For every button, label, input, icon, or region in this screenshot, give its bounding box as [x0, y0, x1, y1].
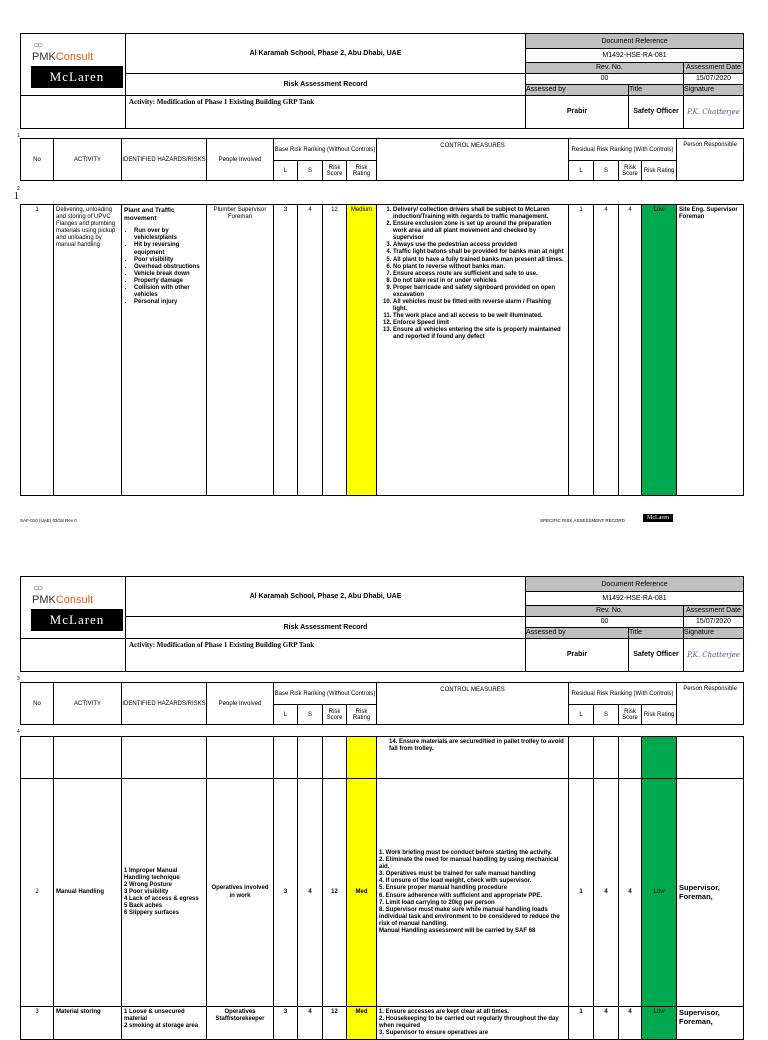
risk-row-3	[21, 1007, 744, 1040]
col-base-risk: Base Risk Ranking (Without Controls)	[274, 139, 377, 161]
col-score: Risk Score	[323, 161, 347, 181]
hazard-item: • Hit by reversing equipment	[134, 242, 204, 256]
pmk-logo: PMKConsult	[32, 594, 94, 606]
hazard-item: 1 Loose & unsecured material	[124, 1009, 185, 1023]
page-marker: 2	[17, 186, 20, 192]
row-score: 12	[323, 205, 347, 496]
logo-block	[21, 34, 126, 96]
rev-label: Rev. No.	[526, 605, 684, 616]
row-rs: 4	[594, 779, 619, 1007]
row-responsible: Supervisor, Foreman,	[677, 779, 744, 1007]
officer-title: Safety Officer	[629, 638, 684, 671]
col-activity: ACTIVITY	[54, 683, 122, 725]
row-rscore: 4	[619, 1007, 642, 1040]
row-no: 3	[21, 1007, 54, 1040]
col-no: No	[21, 683, 54, 725]
school-name: Al Karamah School, Phase 2, Abu Dhabi, UAE	[126, 34, 526, 74]
header-table-page2	[20, 576, 744, 672]
hazard-item: • Vehicle break down	[134, 271, 204, 278]
row-score: 12	[323, 1007, 347, 1040]
assessor-name: Prabir	[526, 638, 629, 671]
control-item: 1. Work briefing must be conduct before starting the activity.	[379, 850, 552, 857]
row-l: 3	[274, 779, 298, 1007]
col-base-risk: Base Risk Ranking (Without Controls)	[274, 683, 377, 705]
row-activity: Material storing	[54, 1007, 122, 1040]
logo-block	[21, 577, 126, 639]
col-hazards: IDENTIFIED HAZARDS/RISKS	[122, 139, 207, 181]
row-score: 12	[323, 779, 347, 1007]
row-rs: 4	[594, 205, 619, 496]
col-rscore: Risk Score	[619, 161, 642, 181]
hazard-item: 6 Slippery surfaces	[124, 910, 180, 917]
signature-label: Signature	[684, 627, 744, 638]
hazard-title: Plant and Traffic movement	[124, 207, 175, 222]
col-rl: L	[569, 705, 594, 725]
risk-row-2	[21, 779, 744, 1007]
row-activity: Manual Handling	[54, 779, 122, 1007]
row-rating: Med	[347, 779, 377, 1007]
row-responsible: Supervisor, Foreman,	[677, 1007, 744, 1040]
row-no: 1	[21, 205, 54, 496]
rev-label: Rev. No.	[526, 62, 684, 73]
pmk-rings-icon: ○○	[33, 40, 42, 51]
row-controls	[377, 205, 569, 496]
control-item: 3. Supervisor to ensure operatives are	[379, 1030, 489, 1037]
row-activity: Delivering, unloading and storing of UPVC Flanges and plumbing materials using pickup and unloading by manual handling	[54, 205, 122, 496]
hazard-item: 3 Poor visibility	[124, 888, 169, 895]
col-score: Risk Score	[323, 705, 347, 725]
control-item: 5. Ensure proper manual handling procedure	[379, 885, 508, 892]
row-rating: Med	[347, 1007, 377, 1040]
row-rscore: 4	[619, 205, 642, 496]
date-label: Assessment Date	[684, 605, 744, 616]
row-rrating: Low	[642, 205, 677, 496]
row-rrating: Low	[642, 1007, 677, 1040]
col-s: S	[298, 705, 323, 725]
activity-title: Activity: Modification of Phase 1 Existing Building GRP Tank	[126, 638, 526, 671]
col-control: CONTROL MEASURES	[377, 139, 569, 181]
col-no: No	[21, 139, 54, 181]
col-people: People Involved	[207, 139, 274, 181]
row-controls	[377, 779, 569, 1007]
row-s: 4	[298, 205, 323, 496]
control-item: 1. Delivery/ collection drivers shall be subject to McLaren induction/Training with regards to traffic management.	[393, 207, 566, 221]
risk-rows-page2	[20, 736, 744, 1040]
page-marker-big: 1	[14, 191, 19, 202]
control-item: Manual Handling assessment will be carried by SAF 68	[379, 927, 536, 934]
record-title: Risk Assessment Record	[126, 616, 526, 638]
officer-title: Safety Officer	[629, 95, 684, 128]
control-item: 3. Operatives must be trained for safe manual handling	[379, 871, 536, 878]
row-no: 2	[21, 779, 54, 1007]
hazard-item: 5 Back aches	[124, 903, 163, 910]
rev-value: 00	[526, 73, 684, 84]
title-label: Title	[629, 84, 684, 95]
pmk-logo: PMKConsult	[32, 51, 94, 63]
control-item: 8. Supervisor must make sure while manual handling loads individual task and environment to be considered to reduce the risk of manual handling.	[379, 906, 560, 927]
doc-ref-label: Document Reference	[526, 34, 744, 49]
col-rrating: Risk Rating	[642, 705, 677, 725]
control-item: 11. The work place and all access to be well illuminated.	[393, 313, 566, 320]
assessed-label: Assessed by	[526, 84, 629, 95]
record-title: Risk Assessment Record	[126, 73, 526, 95]
col-rs: S	[594, 705, 619, 725]
rev-value: 00	[526, 616, 684, 627]
col-responsible: Person Responsible	[677, 139, 744, 181]
row-responsible: Site Eng. Supervisor Foreman	[677, 205, 744, 496]
col-l: L	[274, 705, 298, 725]
date-value: 15/07/2020	[684, 616, 744, 627]
row-s: 4	[298, 1007, 323, 1040]
signature-image: P.K. Chatterjee	[684, 638, 744, 671]
row-rrating: Low	[642, 779, 677, 1007]
col-control: CONTROL MEASURES	[377, 683, 569, 725]
hazard-item: • Poor visibility	[134, 257, 204, 264]
page-marker: 3	[17, 676, 20, 682]
row-hazards	[122, 779, 207, 1007]
control-item: 6. No plant to reverse without banks man.	[393, 264, 566, 271]
column-header-page1	[20, 138, 744, 181]
control-item: 9. Proper barricade and safety signboard provided on open excavation	[393, 285, 566, 299]
footer-record: SPECIFIC RISK ASSESSMENT RECORD	[540, 518, 625, 523]
col-l: L	[274, 161, 298, 181]
row-rating: Medium	[347, 205, 377, 496]
column-header-page2	[20, 682, 744, 725]
control-item: 5. All plant to have a fully trained banks man present all times.	[393, 257, 566, 264]
control-item: 10. All vehicles must be fitted with reverse alarm / Flashing light.	[393, 299, 566, 313]
hazard-item: 2 Wrong Posture	[124, 881, 172, 888]
header-table-page1	[20, 33, 744, 129]
title-label: Title	[629, 627, 684, 638]
row-controls	[377, 1007, 569, 1040]
activity-title: Activity: Modification of Phase 1 Existing Building GRP Tank	[126, 95, 526, 128]
doc-ref-value: M1492-HSE-RA-081	[526, 592, 744, 605]
date-value: 15/07/2020	[684, 73, 744, 84]
risk-row-1	[20, 204, 744, 496]
control-item: 4. If unsure of the load weight, check with supervisor.	[379, 878, 532, 885]
col-responsible: Person Responsible	[677, 683, 744, 725]
footer-code: SAF-010 (UAE) 03/18 Rev 0	[20, 518, 77, 523]
control-item: 7. Limit load carrying to 20kg per person	[379, 899, 495, 906]
row-rs: 4	[594, 1007, 619, 1040]
signature-label: Signature	[684, 84, 744, 95]
col-activity: ACTIVITY	[54, 139, 122, 181]
row-hazards	[122, 1007, 207, 1040]
hazard-item: • Personal injury	[134, 299, 204, 306]
control-item: 2. Eliminate the need for manual handling by using mechanical aid.	[379, 857, 559, 871]
col-rs: S	[594, 161, 619, 181]
assessed-label: Assessed by	[526, 627, 629, 638]
page-marker: 1	[17, 133, 20, 139]
row-people: Operatives Staff/storekeeper	[207, 1007, 274, 1040]
col-rating: Risk Rating	[347, 161, 377, 181]
col-rating: Risk Rating	[347, 705, 377, 725]
col-rrating: Risk Rating	[642, 161, 677, 181]
row-rl: 1	[569, 1007, 594, 1040]
control-item: 1. Ensure accesses are kept clear at all times.	[379, 1009, 510, 1015]
control-item: 13. Ensure all vehicles entering the site is properly maintained and reported if found any defect	[393, 327, 566, 341]
signature-image: P.K. Chatterjee	[684, 95, 744, 128]
continuation-row	[21, 737, 744, 779]
control-item: 6. Ensure adherence with sufficient and appropriate PPE.	[379, 892, 543, 899]
control-item: 12. Enforce Speed limit	[393, 320, 566, 327]
page-marker: 4	[17, 729, 20, 735]
col-residual-risk: Residual Risk Ranking (With Controls)	[569, 683, 677, 705]
mclaren-logo: McLaren	[31, 66, 123, 88]
row-people: Plumber Supervisor Foreman	[207, 205, 274, 496]
school-name: Al Karamah School, Phase 2, Abu Dhabi, UAE	[126, 577, 526, 617]
hazard-item: • Run over by vehicles/plants	[134, 228, 204, 242]
row-rl: 1	[569, 779, 594, 1007]
col-rl: L	[569, 161, 594, 181]
mclaren-logo: McLaren	[31, 609, 123, 631]
control-item: 2. Ensure exclusion zone is set up around the preparation work area and all plant movement and checked by supervisor	[393, 221, 566, 242]
pmk-rings-icon: ○○	[33, 583, 42, 594]
col-people: People Involved	[207, 683, 274, 725]
assessor-name: Prabir	[526, 95, 629, 128]
col-s: S	[298, 161, 323, 181]
control-item: 4. Traffic light batons shall be provided for banks man at night	[393, 249, 566, 256]
control-item: 8. Do not take rest in or under vehicles	[393, 278, 566, 285]
col-rscore: Risk Score	[619, 705, 642, 725]
hazard-item: 1 Improper Manual Handling technique	[124, 867, 180, 881]
row-rl: 1	[569, 205, 594, 496]
date-label: Assessment Date	[684, 62, 744, 73]
footer-mclaren-logo: McLaren	[643, 514, 673, 522]
hazard-item: • Overhead obstructions	[134, 264, 204, 271]
row-hazards	[122, 205, 207, 496]
row-l: 3	[274, 205, 298, 496]
hazard-item: 2 smoking at storage area	[124, 1023, 199, 1030]
control-item: 7. Ensure access route are sufficient and safe to use.	[393, 271, 566, 278]
col-hazards: IDENTIFIED HAZARDS/RISKS	[122, 683, 207, 725]
control-item: 14. Ensure materials are secured/tied in pallet trolley to avoid fall from trolley.	[377, 737, 569, 779]
row-people: Operatives involved in work	[207, 779, 274, 1007]
doc-ref-label: Document Reference	[526, 577, 744, 592]
col-residual-risk: Residual Risk Ranking (With Controls)	[569, 139, 677, 161]
hazard-item: • Property damage	[134, 278, 204, 285]
row-l: 3	[274, 1007, 298, 1040]
hazard-item: 4 Lack of access & egress	[124, 896, 199, 903]
doc-ref-value: M1492-HSE-RA-081	[526, 49, 744, 62]
row-s: 4	[298, 779, 323, 1007]
hazard-item: • Collision with other vehicles	[134, 285, 204, 299]
control-item: 3. Always use the pedestrian access provided	[393, 242, 566, 249]
control-item: 2. Housekeeping to be carried out regularly throughout the day when required	[379, 1016, 559, 1030]
row-rscore: 4	[619, 779, 642, 1007]
